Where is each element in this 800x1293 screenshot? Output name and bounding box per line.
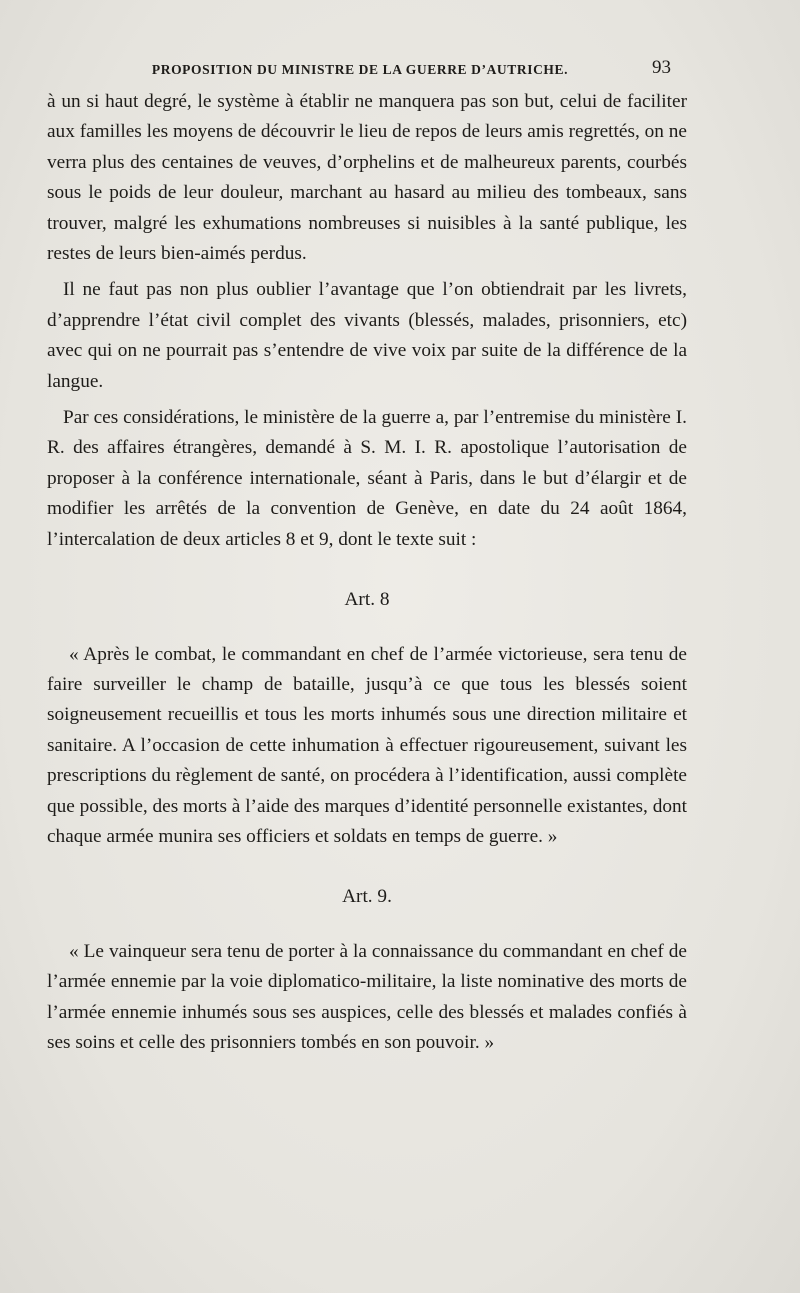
article-8-text: « Après le combat, le commandant en chef de l’armée victorieuse, sera tenu de faire surveiller le champ de bataille, jusqu’à ce que tous les blessés soient soigneusement recueillis et tous les morts inhumés sous une direction militaire et sanitaire. A l’occasion de cette inhumation à effectuer rigoureusement, suivant les prescriptions du règlement de santé, on procédera à l’identification, aussi complète que possible, des morts à l’aide des marques d’identité personnelle existantes, dont chaque armée munira ses officiers et soldats en temps de guerre. » xyxy=(47,643,687,847)
paragraph-livrets: Il ne faut pas non plus oublier l’avantage que l’on obtiendrait par les livrets, d’apprendre l’état civil complet des vivants (blessés, malades, prisonniers, etc) avec qui on ne pourrait pas s’entendre de vive voix par suite de la différence de la langue. xyxy=(47,279,687,392)
paragraph-continuation: à un si haut degré, le système à établir ne manquera pas son but, celui de faciliter aux familles les moyens de découvrir le lieu de repos de leurs amis regrettés, on ne verra plus des centaines de veuves, d’orphelins et de malheureux parents, courbés sous le poids de leur douleur, marchant au hasard au milieu des tombeaux, sans trouver, malgré les exhumations nombreuses si nuisibles à la santé publique, les restes de leurs bien-aimés perdus. xyxy=(47,91,687,265)
article-8-heading: Art. 8 xyxy=(344,589,390,611)
article-9-heading: Art. 9. xyxy=(342,886,392,908)
article-9-text: « Le vainqueur sera tenu de porter à la connaissance du commandant en chef de l’armée ennemie par la voie diplomatico-militaire, la liste nominative des morts de l’armée ennemie inhumés sous ses auspices, celle des blessés et malades confiés à ses soins et celle des prisonniers tombés en son pouvoir. » xyxy=(47,940,687,1053)
paragraph-considerations: Par ces considérations, le ministère de la guerre a, par l’entremise du ministère I. R. des affaires étrangères, demandé à S. M. I. R. apostolique l’autorisation de proposer à la conférence internationale, séant à Paris, dans le but d’élargir et de modifier les arrêtés de la convention de Genève, en date du 24 août 1864, l’intercalation de deux articles 8 et 9, dont le texte suit : xyxy=(47,407,687,550)
page-number: 93 xyxy=(652,57,671,78)
body-text xyxy=(47,87,687,1058)
running-title: PROPOSITION DU MINISTRE DE LA GUERRE D’AUTRICHE. xyxy=(151,62,569,77)
